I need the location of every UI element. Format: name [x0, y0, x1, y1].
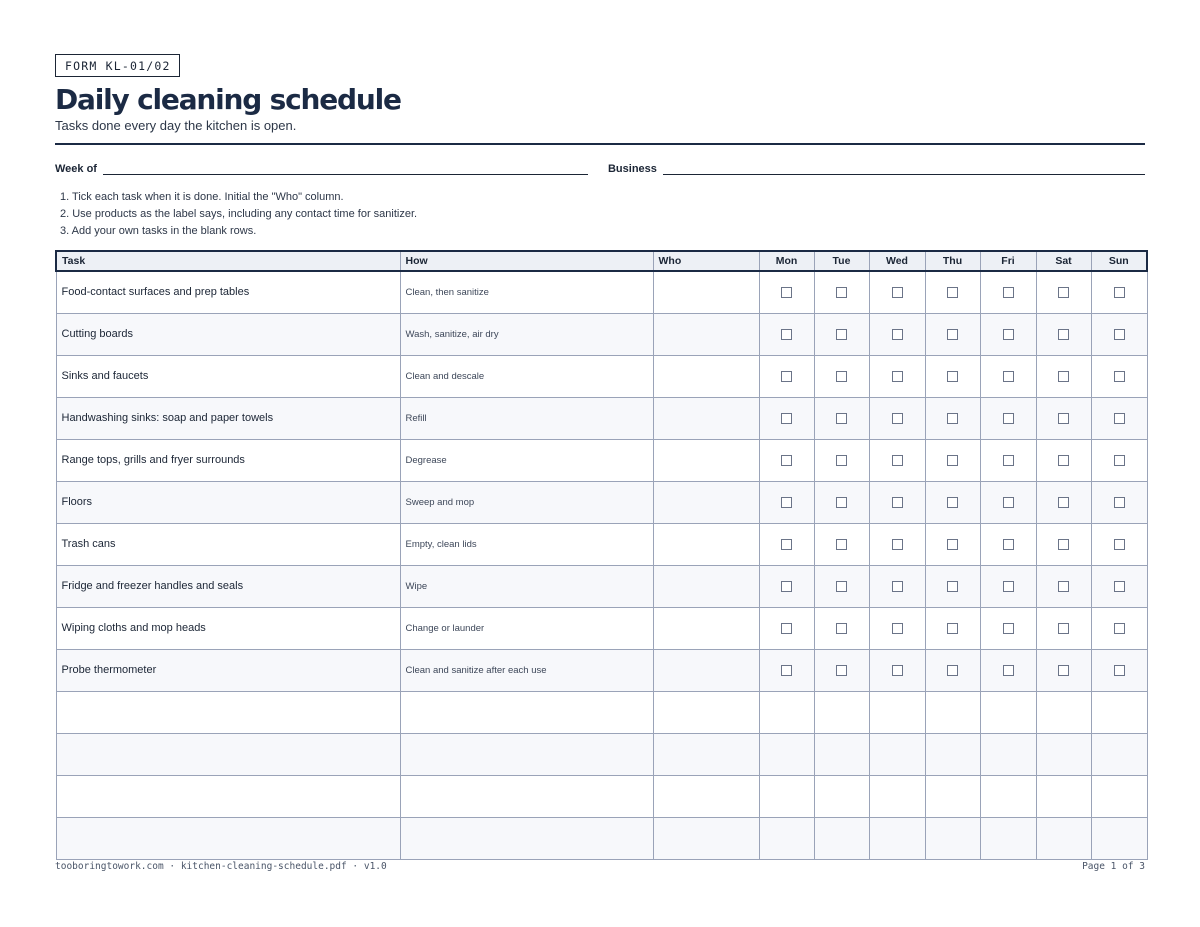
blank-day-cell-fri[interactable]	[980, 691, 1036, 733]
day-cell-mon	[759, 397, 814, 439]
who-initials-field[interactable]	[653, 313, 759, 355]
checkbox-thu[interactable]	[947, 329, 958, 340]
day-cell-tue	[814, 607, 869, 649]
blank-day-cell-sat[interactable]	[1036, 733, 1091, 775]
day-cell-sun	[1091, 649, 1147, 691]
blank-task-field[interactable]	[56, 817, 400, 859]
checkbox-sat[interactable]	[1058, 287, 1069, 298]
checkbox-sun[interactable]	[1114, 497, 1125, 508]
blank-day-cell-sun[interactable]	[1091, 775, 1147, 817]
checkbox-tue[interactable]	[836, 581, 847, 592]
checkbox-wed[interactable]	[892, 665, 903, 676]
day-cell-tue	[814, 439, 869, 481]
blank-day-cell-sat[interactable]	[1036, 817, 1091, 859]
checkbox-fri[interactable]	[1003, 329, 1014, 340]
checkbox-fri[interactable]	[1003, 371, 1014, 382]
day-cell-fri	[980, 439, 1036, 481]
day-cell-wed	[869, 565, 925, 607]
blank-day-cell-wed[interactable]	[869, 733, 925, 775]
day-cell-thu	[925, 523, 980, 565]
who-initials-field[interactable]	[653, 607, 759, 649]
blank-day-cell-sat[interactable]	[1036, 775, 1091, 817]
checkbox-sat[interactable]	[1058, 581, 1069, 592]
checkbox-wed[interactable]	[892, 413, 903, 424]
day-cell-sun	[1091, 271, 1147, 314]
day-cell-tue	[814, 523, 869, 565]
task-cell: Cutting boards	[56, 313, 400, 355]
checkbox-sat[interactable]	[1058, 539, 1069, 550]
table-row	[56, 439, 1147, 481]
day-cell-sun	[1091, 565, 1147, 607]
table-row	[56, 607, 1147, 649]
column-header-how: How	[400, 251, 653, 271]
blank-day-cell-thu[interactable]	[925, 691, 980, 733]
checkbox-sun[interactable]	[1114, 539, 1125, 550]
blank-day-cell-mon[interactable]	[759, 775, 814, 817]
day-cell-tue	[814, 271, 869, 314]
column-header-thu: Thu	[925, 251, 980, 271]
blank-day-cell-mon[interactable]	[759, 691, 814, 733]
checkbox-sat[interactable]	[1058, 371, 1069, 382]
checkbox-mon[interactable]	[781, 623, 792, 634]
column-header-task: Task	[56, 251, 400, 271]
form-code-badge: FORM KL-01/02	[55, 54, 180, 77]
who-initials-field[interactable]	[653, 397, 759, 439]
cleaning-schedule-table	[55, 250, 1148, 860]
checkbox-wed[interactable]	[892, 287, 903, 298]
day-cell-thu	[925, 649, 980, 691]
checkbox-tue[interactable]	[836, 497, 847, 508]
page-footer	[55, 861, 1145, 872]
checkbox-tue[interactable]	[836, 539, 847, 550]
day-cell-sat	[1036, 607, 1091, 649]
checkbox-sat[interactable]	[1058, 329, 1069, 340]
day-cell-tue	[814, 649, 869, 691]
day-cell-mon	[759, 439, 814, 481]
how-cell: Clean and descale	[400, 355, 653, 397]
table-row	[56, 481, 1147, 523]
blank-day-cell-tue[interactable]	[814, 775, 869, 817]
checkbox-wed[interactable]	[892, 371, 903, 382]
checkbox-sun[interactable]	[1114, 413, 1125, 424]
day-cell-sun	[1091, 313, 1147, 355]
day-cell-wed	[869, 523, 925, 565]
checkbox-thu[interactable]	[947, 455, 958, 466]
blank-day-cell-thu[interactable]	[925, 775, 980, 817]
blank-table-row	[56, 817, 1147, 859]
blank-how-field[interactable]	[400, 775, 653, 817]
checkbox-fri[interactable]	[1003, 497, 1014, 508]
day-cell-fri	[980, 481, 1036, 523]
checkbox-sat[interactable]	[1058, 623, 1069, 634]
blank-day-cell-wed[interactable]	[869, 817, 925, 859]
how-cell: Sweep and mop	[400, 481, 653, 523]
checkbox-wed[interactable]	[892, 581, 903, 592]
checkbox-tue[interactable]	[836, 623, 847, 634]
blank-day-cell-wed[interactable]	[869, 775, 925, 817]
checkbox-sun[interactable]	[1114, 287, 1125, 298]
table-row	[56, 649, 1147, 691]
task-cell: Fridge and freezer handles and seals	[56, 565, 400, 607]
checkbox-sat[interactable]	[1058, 497, 1069, 508]
footer-page-number: Page 1 of 3	[1082, 861, 1145, 872]
form-page	[55, 54, 1145, 860]
blank-how-field[interactable]	[400, 817, 653, 859]
day-cell-wed	[869, 439, 925, 481]
who-initials-field[interactable]	[653, 649, 759, 691]
day-cell-tue	[814, 481, 869, 523]
day-cell-mon	[759, 649, 814, 691]
task-cell: Sinks and faucets	[56, 355, 400, 397]
checkbox-thu[interactable]	[947, 623, 958, 634]
checkbox-sat[interactable]	[1058, 413, 1069, 424]
blank-day-cell-wed[interactable]	[869, 691, 925, 733]
checkbox-sun[interactable]	[1114, 623, 1125, 634]
header-fields	[55, 161, 1145, 175]
day-cell-sun	[1091, 607, 1147, 649]
blank-day-cell-sun[interactable]	[1091, 691, 1147, 733]
checkbox-wed[interactable]	[892, 329, 903, 340]
checkbox-thu[interactable]	[947, 413, 958, 424]
day-cell-sun	[1091, 523, 1147, 565]
day-cell-wed	[869, 649, 925, 691]
blank-day-cell-thu[interactable]	[925, 817, 980, 859]
day-cell-sat	[1036, 439, 1091, 481]
day-cell-wed	[869, 397, 925, 439]
day-cell-tue	[814, 313, 869, 355]
day-cell-mon	[759, 607, 814, 649]
instruction-item: 3. Add your own tasks in the blank rows.	[60, 224, 257, 237]
checkbox-tue[interactable]	[836, 665, 847, 676]
day-cell-tue	[814, 355, 869, 397]
day-cell-fri	[980, 649, 1036, 691]
day-cell-sat	[1036, 565, 1091, 607]
day-cell-wed	[869, 271, 925, 314]
checkbox-fri[interactable]	[1003, 413, 1014, 424]
checkbox-sat[interactable]	[1058, 665, 1069, 676]
checkbox-tue[interactable]	[836, 455, 847, 466]
day-cell-mon	[759, 313, 814, 355]
blank-day-cell-fri[interactable]	[980, 733, 1036, 775]
checkbox-thu[interactable]	[947, 497, 958, 508]
instruction-item: 2. Use products as the label says, including any contact time for sanitizer.	[60, 207, 418, 220]
instruction-item: 1. Tick each task when it is done. Initial the "Who" column.	[60, 190, 344, 203]
day-cell-fri	[980, 607, 1036, 649]
day-cell-sat	[1036, 397, 1091, 439]
table-row	[56, 397, 1147, 439]
page-title: Daily cleaning schedule	[55, 83, 401, 116]
blank-how-field[interactable]	[400, 733, 653, 775]
day-cell-thu	[925, 565, 980, 607]
who-initials-field[interactable]	[653, 271, 759, 314]
blank-day-cell-tue[interactable]	[814, 691, 869, 733]
day-cell-sun	[1091, 439, 1147, 481]
day-cell-sun	[1091, 355, 1147, 397]
task-cell: Food-contact surfaces and prep tables	[56, 271, 400, 314]
column-header-tue: Tue	[814, 251, 869, 271]
footer-source: tooboringtowork.com · kitchen-cleaning-schedule.pdf · v1.0	[55, 861, 387, 872]
task-cell: Floors	[56, 481, 400, 523]
blank-day-cell-mon[interactable]	[759, 817, 814, 859]
checkbox-tue[interactable]	[836, 371, 847, 382]
checkbox-tue[interactable]	[836, 329, 847, 340]
how-cell: Wipe	[400, 565, 653, 607]
blank-day-cell-tue[interactable]	[814, 733, 869, 775]
who-initials-field[interactable]	[653, 481, 759, 523]
checkbox-wed[interactable]	[892, 623, 903, 634]
column-header-wed: Wed	[869, 251, 925, 271]
business-label: Business	[607, 162, 657, 175]
checkbox-wed[interactable]	[892, 539, 903, 550]
column-header-mon: Mon	[759, 251, 814, 271]
blank-day-cell-sat[interactable]	[1036, 691, 1091, 733]
checkbox-thu[interactable]	[947, 371, 958, 382]
how-cell: Empty, clean lids	[400, 523, 653, 565]
day-cell-thu	[925, 313, 980, 355]
day-cell-sat	[1036, 355, 1091, 397]
checkbox-mon[interactable]	[781, 329, 792, 340]
business-field[interactable]	[663, 163, 1145, 175]
day-cell-sat	[1036, 313, 1091, 355]
day-cell-mon	[759, 523, 814, 565]
day-cell-sat	[1036, 271, 1091, 314]
who-initials-field[interactable]	[653, 565, 759, 607]
day-cell-tue	[814, 565, 869, 607]
column-header-fri: Fri	[980, 251, 1036, 271]
blank-day-cell-tue[interactable]	[814, 817, 869, 859]
checkbox-mon[interactable]	[781, 413, 792, 424]
day-cell-thu	[925, 607, 980, 649]
how-cell: Refill	[400, 397, 653, 439]
day-cell-fri	[980, 523, 1036, 565]
blank-day-cell-fri[interactable]	[980, 775, 1036, 817]
checkbox-fri[interactable]	[1003, 665, 1014, 676]
checkbox-fri[interactable]	[1003, 455, 1014, 466]
day-cell-fri	[980, 271, 1036, 314]
checkbox-sat[interactable]	[1058, 455, 1069, 466]
day-cell-sun	[1091, 481, 1147, 523]
week-of-field[interactable]	[103, 163, 588, 175]
day-cell-sun	[1091, 397, 1147, 439]
checkbox-tue[interactable]	[836, 287, 847, 298]
day-cell-thu	[925, 481, 980, 523]
day-cell-wed	[869, 607, 925, 649]
checkbox-mon[interactable]	[781, 287, 792, 298]
how-cell: Degrease	[400, 439, 653, 481]
who-initials-field[interactable]	[653, 439, 759, 481]
task-cell: Probe thermometer	[56, 649, 400, 691]
instructions-list	[55, 189, 1145, 240]
checkbox-wed[interactable]	[892, 497, 903, 508]
how-cell: Change or launder	[400, 607, 653, 649]
blank-day-cell-sun[interactable]	[1091, 733, 1147, 775]
blank-day-cell-fri[interactable]	[980, 817, 1036, 859]
blank-day-cell-mon[interactable]	[759, 733, 814, 775]
day-cell-wed	[869, 355, 925, 397]
column-header-who: Who	[653, 251, 759, 271]
checkbox-mon[interactable]	[781, 497, 792, 508]
day-cell-mon	[759, 271, 814, 314]
day-cell-fri	[980, 313, 1036, 355]
day-cell-thu	[925, 271, 980, 314]
page-subtitle: Tasks done every day the kitchen is open.	[55, 117, 297, 133]
day-cell-fri	[980, 565, 1036, 607]
checkbox-sun[interactable]	[1114, 329, 1125, 340]
checkbox-mon[interactable]	[781, 581, 792, 592]
checkbox-sun[interactable]	[1114, 455, 1125, 466]
table-row	[56, 271, 1147, 314]
table-row	[56, 313, 1147, 355]
day-cell-mon	[759, 355, 814, 397]
checkbox-fri[interactable]	[1003, 287, 1014, 298]
blank-table-row	[56, 733, 1147, 775]
checkbox-wed[interactable]	[892, 455, 903, 466]
day-cell-sat	[1036, 523, 1091, 565]
checkbox-thu[interactable]	[947, 539, 958, 550]
day-cell-mon	[759, 565, 814, 607]
task-cell: Wiping cloths and mop heads	[56, 607, 400, 649]
day-cell-tue	[814, 397, 869, 439]
blank-task-field[interactable]	[56, 733, 400, 775]
day-cell-thu	[925, 439, 980, 481]
blank-task-field[interactable]	[56, 691, 400, 733]
who-initials-field[interactable]	[653, 691, 759, 733]
checkbox-fri[interactable]	[1003, 581, 1014, 592]
day-cell-thu	[925, 397, 980, 439]
who-initials-field[interactable]	[653, 355, 759, 397]
blank-how-field[interactable]	[400, 691, 653, 733]
blank-table-row	[56, 691, 1147, 733]
blank-task-field[interactable]	[56, 775, 400, 817]
how-cell: Wash, sanitize, air dry	[400, 313, 653, 355]
checkbox-mon[interactable]	[781, 539, 792, 550]
checkbox-thu[interactable]	[947, 665, 958, 676]
title-divider	[55, 143, 1145, 145]
checkbox-sun[interactable]	[1114, 665, 1125, 676]
who-initials-field[interactable]	[653, 733, 759, 775]
checkbox-mon[interactable]	[781, 665, 792, 676]
blank-day-cell-thu[interactable]	[925, 733, 980, 775]
blank-table-row	[56, 775, 1147, 817]
table-row	[56, 355, 1147, 397]
how-cell: Clean, then sanitize	[400, 271, 653, 314]
day-cell-sat	[1036, 649, 1091, 691]
day-cell-sat	[1036, 481, 1091, 523]
checkbox-mon[interactable]	[781, 455, 792, 466]
table-body	[56, 271, 1147, 860]
column-header-sun: Sun	[1091, 251, 1147, 271]
day-cell-mon	[759, 481, 814, 523]
task-cell: Handwashing sinks: soap and paper towels	[56, 397, 400, 439]
checkbox-sun[interactable]	[1114, 371, 1125, 382]
table-row	[56, 523, 1147, 565]
week-of-label: Week of	[55, 162, 97, 175]
checkbox-thu[interactable]	[947, 287, 958, 298]
table-header-row	[56, 251, 1147, 271]
day-cell-thu	[925, 355, 980, 397]
day-cell-wed	[869, 313, 925, 355]
day-cell-fri	[980, 397, 1036, 439]
task-cell: Range tops, grills and fryer surrounds	[56, 439, 400, 481]
checkbox-mon[interactable]	[781, 371, 792, 382]
checkbox-tue[interactable]	[836, 413, 847, 424]
task-cell: Trash cans	[56, 523, 400, 565]
checkbox-sun[interactable]	[1114, 581, 1125, 592]
checkbox-fri[interactable]	[1003, 623, 1014, 634]
day-cell-wed	[869, 481, 925, 523]
who-initials-field[interactable]	[653, 817, 759, 859]
how-cell: Clean and sanitize after each use	[400, 649, 653, 691]
checkbox-fri[interactable]	[1003, 539, 1014, 550]
who-initials-field[interactable]	[653, 775, 759, 817]
checkbox-thu[interactable]	[947, 581, 958, 592]
blank-day-cell-sun[interactable]	[1091, 817, 1147, 859]
table-row	[56, 565, 1147, 607]
column-header-sat: Sat	[1036, 251, 1091, 271]
who-initials-field[interactable]	[653, 523, 759, 565]
day-cell-fri	[980, 355, 1036, 397]
